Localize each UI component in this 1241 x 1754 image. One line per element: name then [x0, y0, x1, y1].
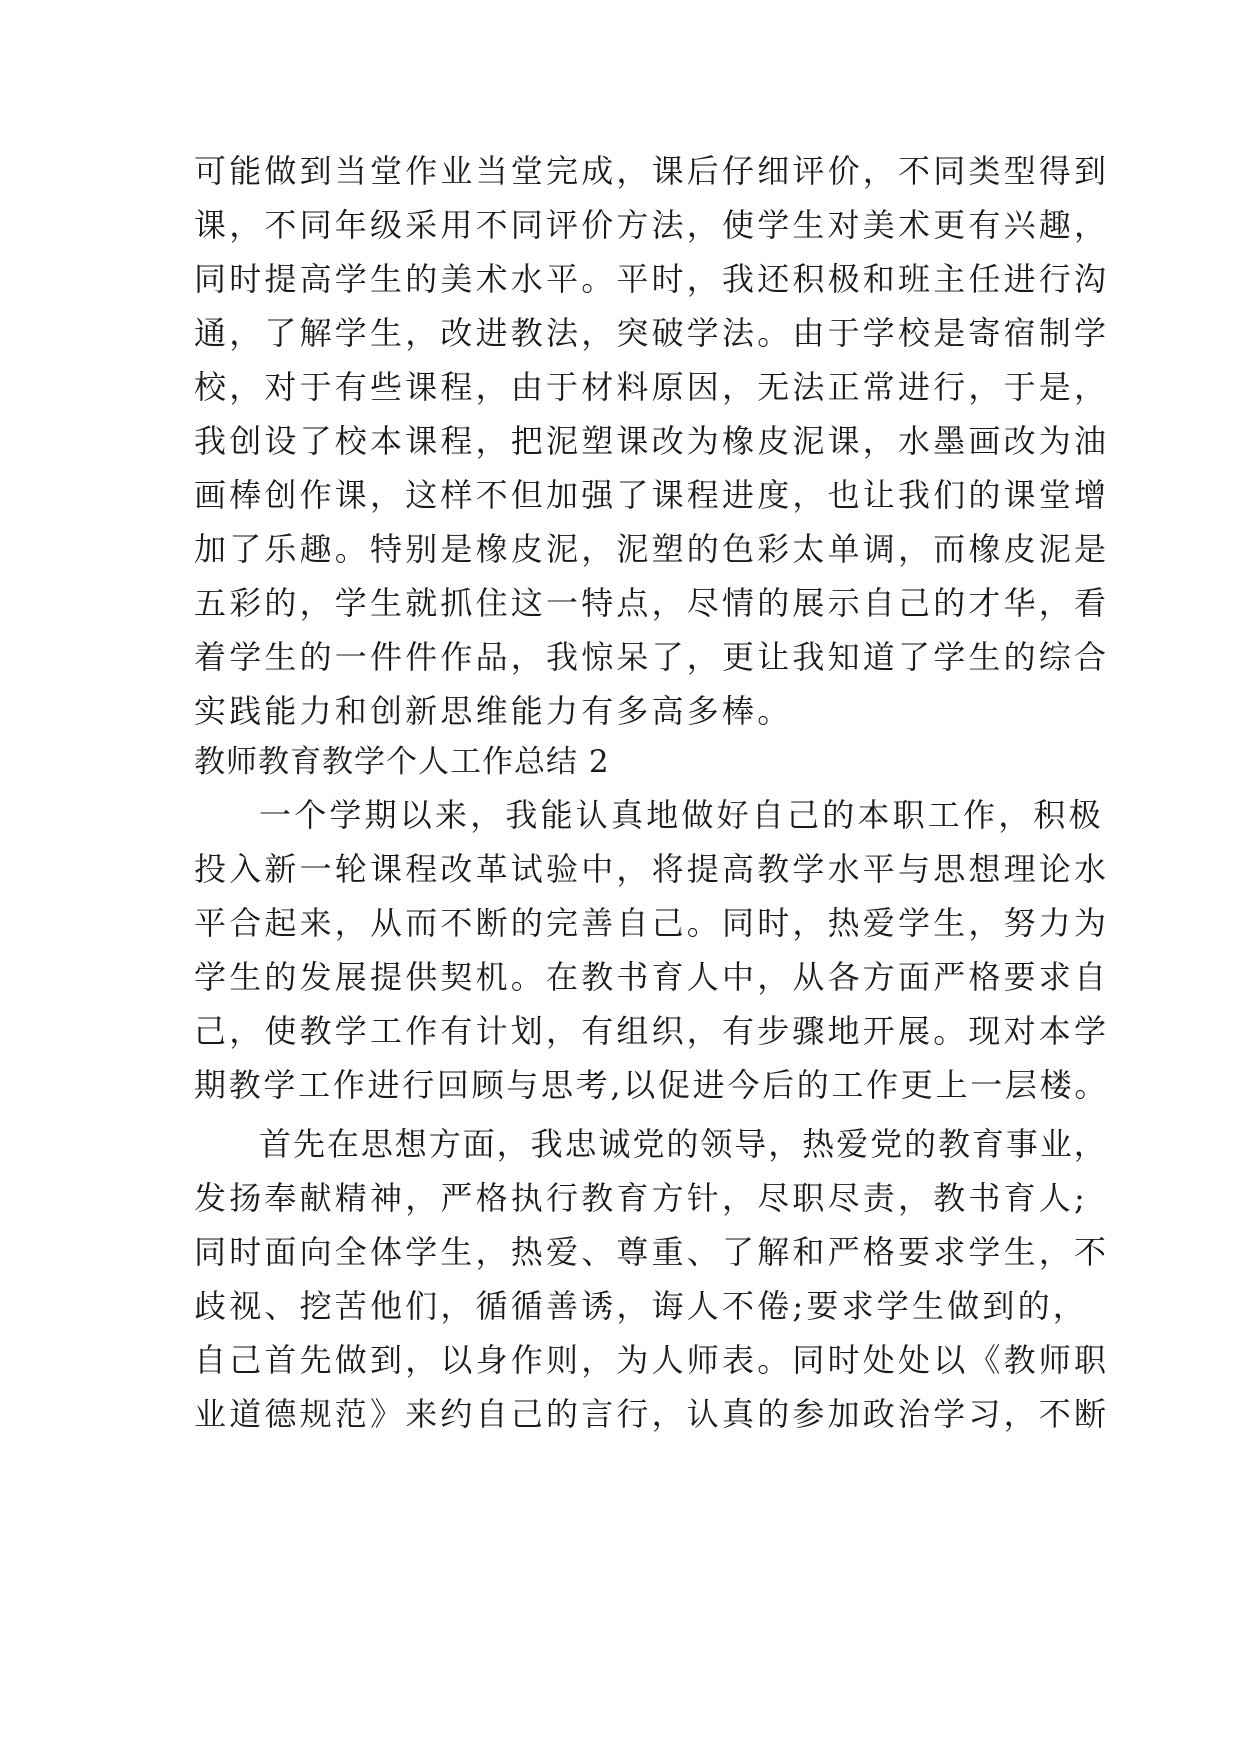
text-line: 平合起来，从而不断的完善自己。同时，热爱学生，努力为	[194, 904, 1110, 942]
text-line: 同时面向全体学生，热爱、尊重、了解和严格要求学生，不	[194, 1233, 1110, 1271]
text-line: 首先在思想方面，我忠诚党的领导，热爱党的教育事业，	[259, 1125, 1108, 1163]
text-line: 期教学工作进行回顾与思考,以促进今后的工作更上一层楼。	[194, 1066, 1110, 1104]
text-line: 实践能力和创新思维能力有多高多棒。	[194, 692, 793, 730]
text-line: 投入新一轮课程改革试验中，将提高教学水平与思想理论水	[194, 850, 1110, 888]
text-line: 我创设了校本课程，把泥塑课改为橡皮泥课，水墨画改为油	[194, 422, 1110, 460]
text-line: 加了乐趣。特别是橡皮泥，泥塑的色彩太单调，而橡皮泥是	[194, 530, 1110, 568]
text-line: 同时提高学生的美术水平。平时，我还积极和班主任进行沟	[194, 260, 1110, 298]
text-line: 画棒创作课，这样不但加强了课程进度，也让我们的课堂增	[194, 476, 1110, 514]
text-line: 着学生的一件件作品，我惊呆了，更让我知道了学生的综合	[194, 638, 1110, 676]
text-line: 发扬奉献精神，严格执行教育方针，尽职尽责，教书育人;	[194, 1179, 1088, 1217]
text-line: 一个学期以来，我能认真地做好自己的本职工作，积极	[259, 796, 1104, 834]
text-line: 歧视、挖苦他们，循循善诱，诲人不倦;要求学生做到的，	[194, 1287, 1088, 1325]
section-heading: 教师教育教学个人工作总结 2	[194, 744, 610, 780]
text-line: 五彩的，学生就抓住这一特点，尽情的展示自己的才华，看	[194, 584, 1110, 622]
text-line: 校，对于有些课程，由于材料原因，无法正常进行，于是，	[194, 368, 1110, 406]
text-line: 可能做到当堂作业当堂完成，课后仔细评价，不同类型得到	[194, 152, 1110, 190]
text-line: 通，了解学生，改进教法，突破学法。由于学校是寄宿制学	[194, 314, 1110, 352]
text-line: 业道德规范》来约自己的言行，认真的参加政治学习，不断	[194, 1395, 1110, 1433]
text-line: 己，使教学工作有计划，有组织，有步骤地开展。现对本学	[194, 1012, 1110, 1050]
text-line: 学生的发展提供契机。在教书育人中，从各方面严格要求自	[194, 958, 1110, 996]
text-line: 自己首先做到，以身作则，为人师表。同时处处以《教师职	[194, 1341, 1110, 1379]
text-line: 课，不同年级采用不同评价方法，使学生对美术更有兴趣，	[194, 206, 1110, 244]
